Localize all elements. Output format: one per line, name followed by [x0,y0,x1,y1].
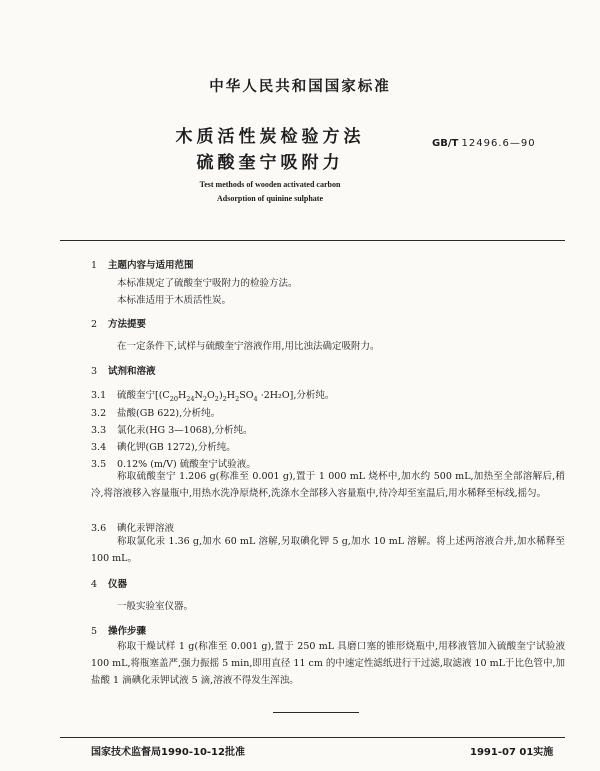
section-2-heading [91,316,146,330]
item-text-end: ·2H₂O],分析纯。 [260,390,335,401]
title-zh-line2: 硫酸奎宁吸附力 [196,153,344,173]
item-3-6-body: 称取氯化汞 1.36 g,加水 60 mL 溶解,另取碘化钾 5 g,加水 10 mL 溶解。将上述两溶液合并,加水稀释至 100 mL。 [91,536,565,564]
title-zh-line1: 木质活性炭检验方法 [175,127,365,147]
item-text: 氯化汞(HG 3—1068),分析纯。 [117,425,253,436]
standard-number [432,138,536,149]
item-3-6 [91,520,174,534]
item-3-3 [91,422,253,436]
section-title: 试剂和溶液 [108,366,156,377]
item-3-5-body: 称取硫酸奎宁 1.206 g(称准至 0.001 g),置于 1 000 mL 烧杯中,加水约 500 mL,加热至全部溶解后,稍冷,将溶液移入容量瓶中,用热水洗净原烧杯,洗涤水全部移入容量瓶中,待冷却至室温后,用水稀释至标线,摇匀。 [91,471,565,499]
item-number: 3.1 [91,390,107,401]
item-text: 碘化钾(GB 1272),分析纯。 [117,442,236,453]
section-2-para-1: 在一定条件下,试样与硫酸奎宁溶液作用,用比浊法确定吸附力。 [117,341,380,352]
item-text-start: 硫酸奎宁[(C [117,390,170,401]
section-number: 4 [91,579,98,590]
section-4-heading [91,576,127,590]
title-en-line2: Adsorption of quinine sulphate [216,194,324,203]
section-3-heading [91,363,156,377]
item-text: 0.12% (m/V) 硫酸奎宁试验液。 [117,459,256,470]
item-3-1: 3.1 硫酸奎宁$[(C_{20}H_{24}N_2O_2)_2H_2SO_4 \cdot 2H_2O]$,分析纯。 [91,390,335,403]
section-title: 主题内容与适用范围 [108,260,194,271]
section-1-heading [91,257,194,271]
item-number: 3.5 [91,459,107,470]
item-number: 3.4 [91,442,107,453]
item-text: 盐酸(GB 622),分析纯。 [117,408,221,419]
section-number: 1 [91,260,98,271]
national-standard-heading: 中华人民共和国国家标准 [209,79,391,95]
section-number: 5 [91,626,98,637]
item-3-4 [91,439,236,453]
approval-date: 国家技术监督局1990-10-12批准 [91,747,245,758]
item-number: 3.2 [91,408,107,419]
section-5-body: 称取干燥试样 1 g(称准至 0.001 g),置于 250 mL 具磨口塞的锥形烧瓶中,用移液管加入硫酸奎宁试验液 100 mL,将瓶塞盖严,强力振摇 5 min,即用直径 11 cm 的中速定性滤纸进行干过滤,取滤液 10 mL于比色管中,加盐酸 1 滴碘化汞钾试液 5 滴,溶液不得发生浑浊。 [91,641,565,686]
item-number: 3.3 [91,425,107,436]
end-mark [273,712,359,713]
header-divider [60,240,565,241]
section-number: 2 [91,319,98,330]
title-en-line1: Test methods of wooden activated carbon [199,180,341,189]
section-number: 3 [91,366,98,377]
standard-prefix: GB/T [432,138,459,149]
section-title: 方法提要 [108,319,147,330]
section-title: 仪器 [108,579,128,590]
section-title: 操作步骤 [108,626,147,637]
section-1-para-2: 本标准适用于木质活性炭。 [117,295,232,306]
section-1-para-1: 本标准规定了硫酸奎宁吸附力的检验方法。 [117,278,298,289]
item-text: 碘化汞钾溶液 [117,523,175,534]
footer-divider [60,737,565,738]
section-4-para-1: 一般实验室仪器。 [117,601,194,612]
section-5-heading [91,623,146,637]
standard-number-value: 12496.6—90 [461,138,536,149]
item-number: 3.6 [91,523,107,534]
effective-date: 1991-07 01实施 [470,747,554,758]
item-3-2 [91,405,220,419]
